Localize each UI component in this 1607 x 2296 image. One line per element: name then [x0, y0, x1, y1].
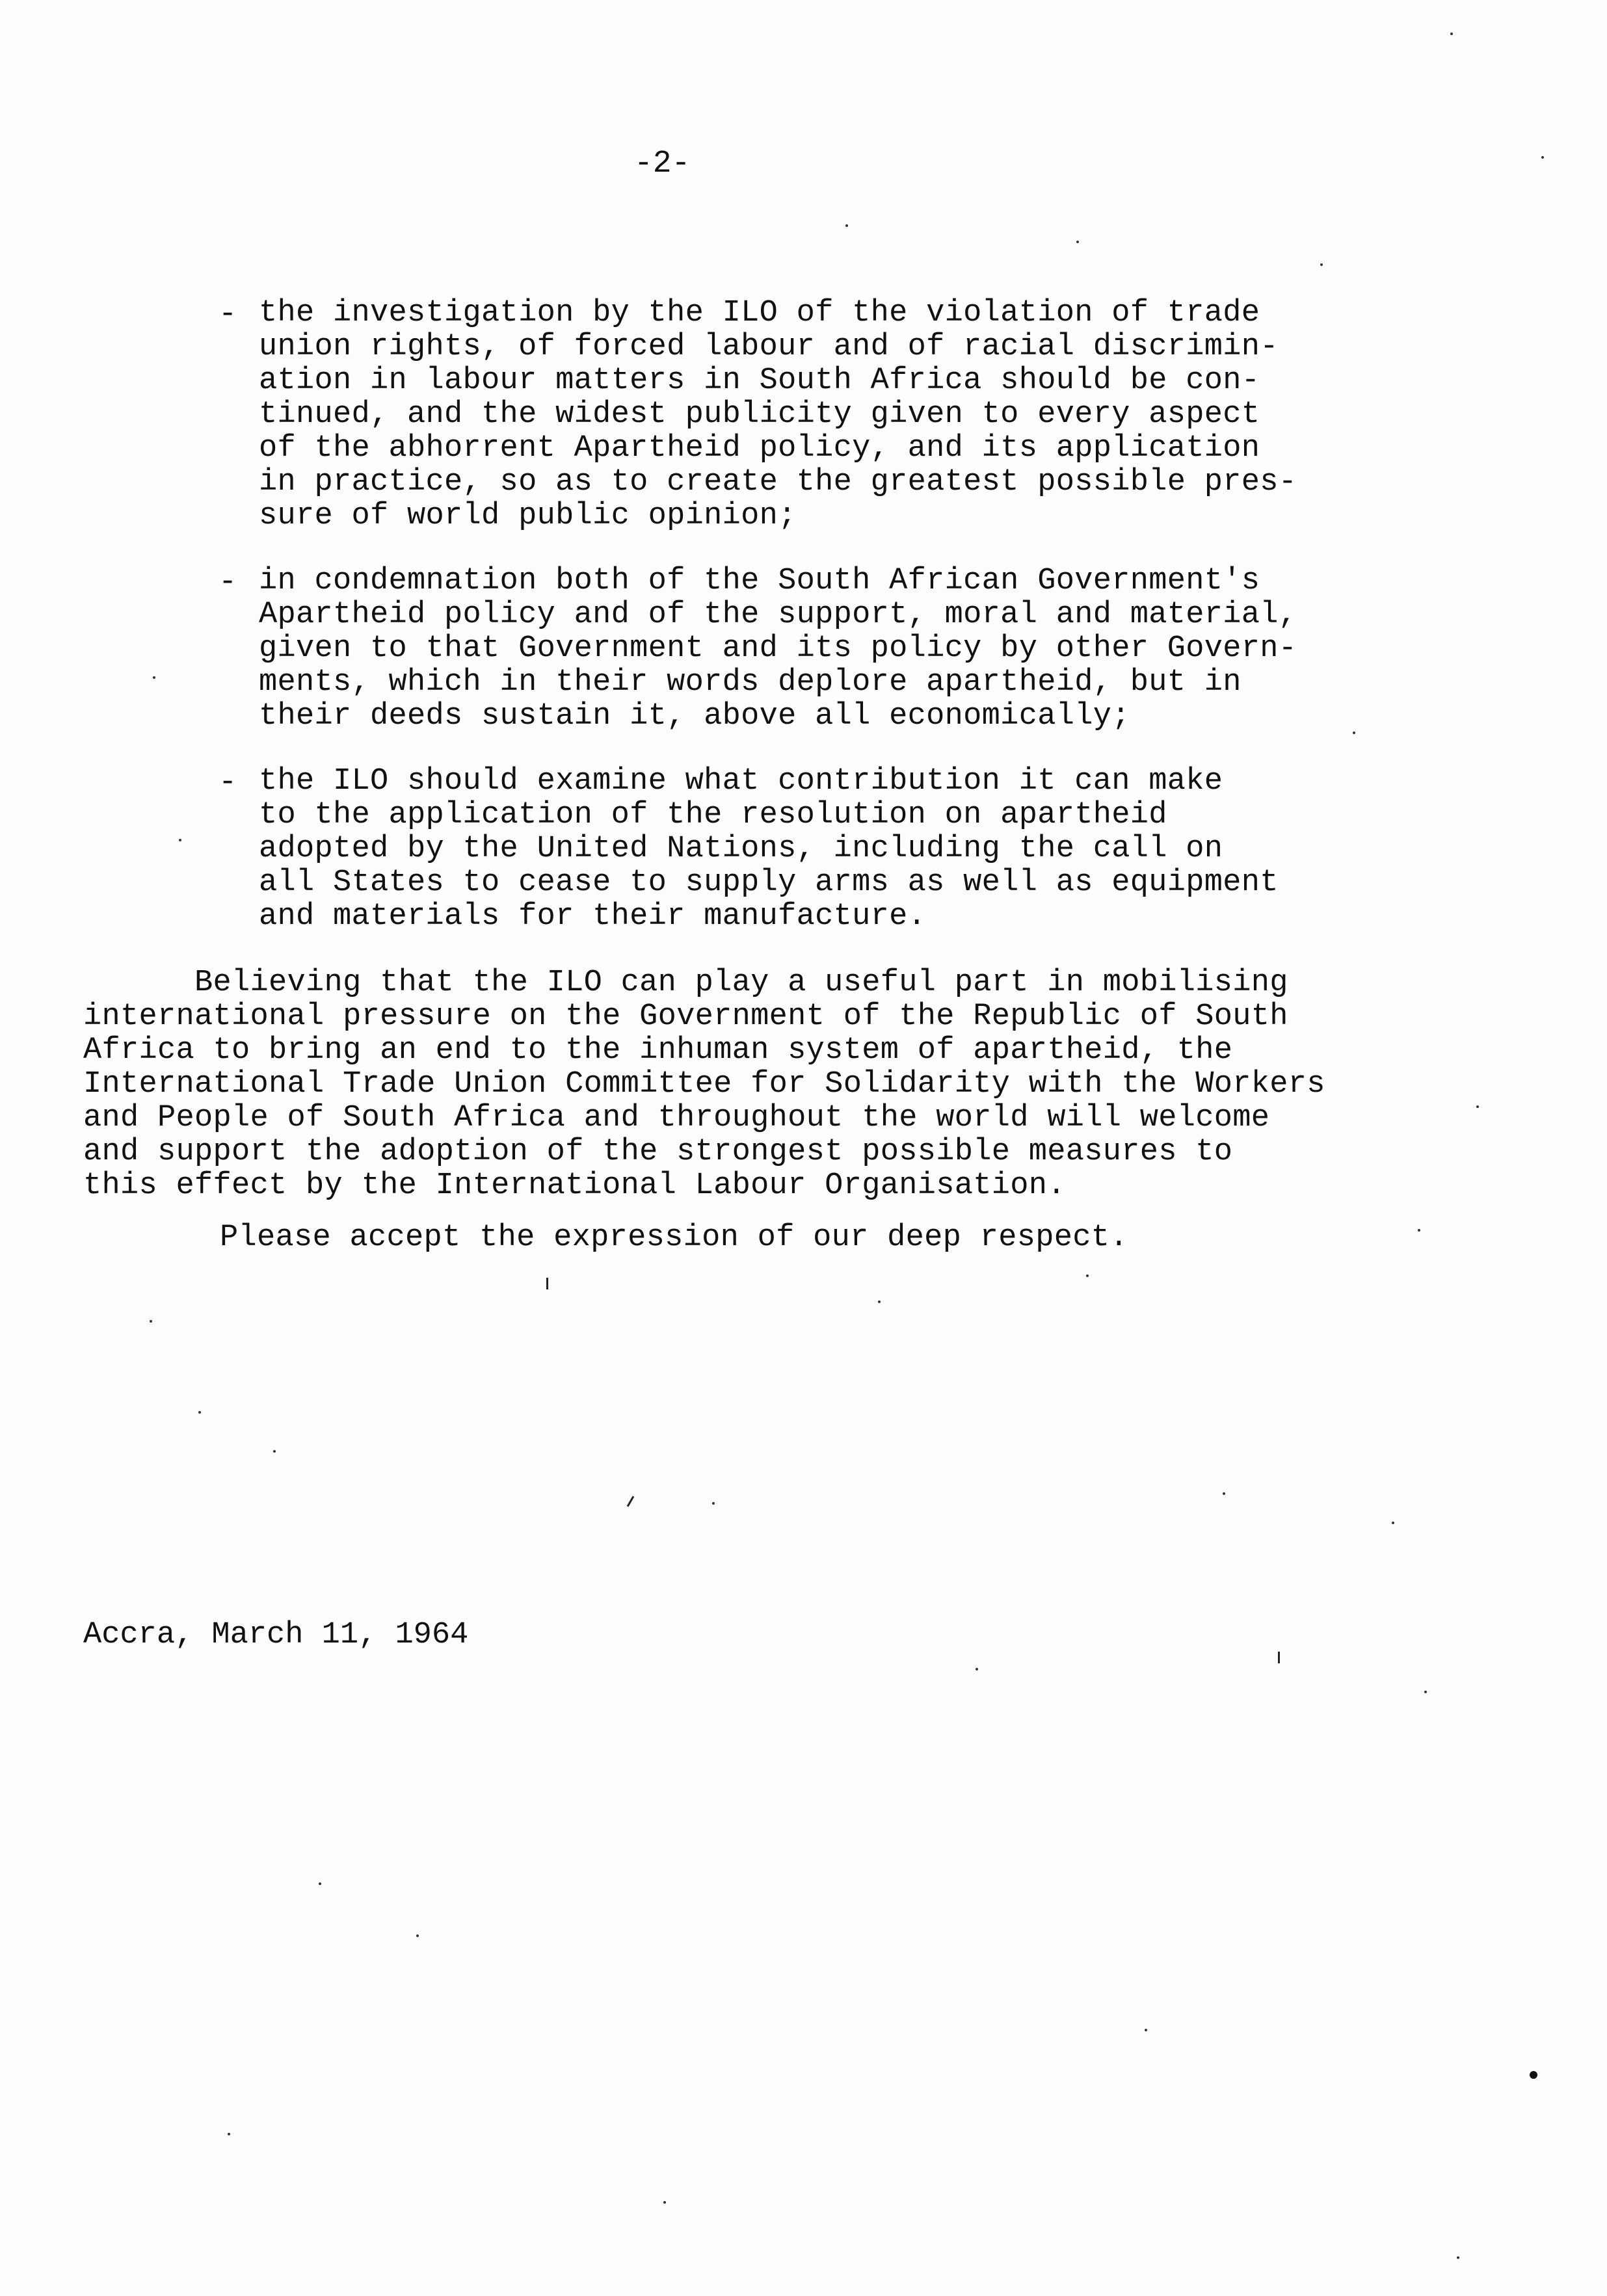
- paragraph-line: Africa to bring an end to the inhuman system of apartheid, the: [83, 1033, 1233, 1068]
- bullet-line: the ILO should examine what contribution it can make: [259, 764, 1223, 798]
- bullet-line: in practice, so as to create the greatest possible pres-: [259, 465, 1297, 499]
- paragraph-line: and support the adoption of the strongest possible measures to: [83, 1135, 1233, 1169]
- bullet-marker: -: [219, 297, 237, 332]
- bullet-line: the investigation by the ILO of the violation of trade: [259, 296, 1260, 330]
- bullet-line: their deeds sustain it, above all economically;: [259, 699, 1130, 733]
- paragraph-line: and People of South Africa and throughout the world will welcome: [83, 1101, 1270, 1135]
- bullet-line: all States to cease to supply arms as well as equipment: [259, 865, 1279, 900]
- closing-line: Please accept the expression of our deep respect.: [220, 1221, 1128, 1255]
- bullet-line: to the application of the resolution on apartheid: [259, 798, 1167, 832]
- dateline: Accra, March 11, 1964: [83, 1618, 469, 1652]
- paragraph-line: Believing that the ILO can play a useful part in mobilising: [83, 966, 1288, 1000]
- bullet-line: Apartheid policy and of the support, moral and material,: [259, 598, 1297, 632]
- paragraph-line: this effect by the International Labour Organisation.: [83, 1168, 1066, 1203]
- paragraph-line: international pressure on the Government of the Republic of South: [83, 999, 1288, 1034]
- bullet-line: in condemnation both of the South African Government's: [259, 564, 1260, 598]
- bullet-line: adopted by the United Nations, including the call on: [259, 832, 1223, 866]
- bullet-line: ation in labour matters in South Africa should be con-: [259, 363, 1260, 398]
- bullet-line: of the abhorrent Apartheid policy, and its application: [259, 431, 1260, 466]
- paragraph-line: International Trade Union Committee for Solidarity with the Workers: [83, 1067, 1325, 1102]
- bullet-marker: -: [219, 765, 237, 800]
- page-number: -2-: [634, 146, 691, 181]
- bullet-line: ments, which in their words deplore apartheid, but in: [259, 665, 1242, 700]
- bullet-line: sure of world public opinion;: [259, 499, 797, 533]
- bullet-line: union rights, of forced labour and of racial discrimin-: [259, 330, 1279, 364]
- bullet-line: tinued, and the widest publicity given to every aspect: [259, 397, 1260, 432]
- bullet-marker: -: [219, 565, 237, 600]
- bullet-line: and materials for their manufacture.: [259, 899, 927, 934]
- bullet-line: given to that Government and its policy by other Govern-: [259, 631, 1297, 666]
